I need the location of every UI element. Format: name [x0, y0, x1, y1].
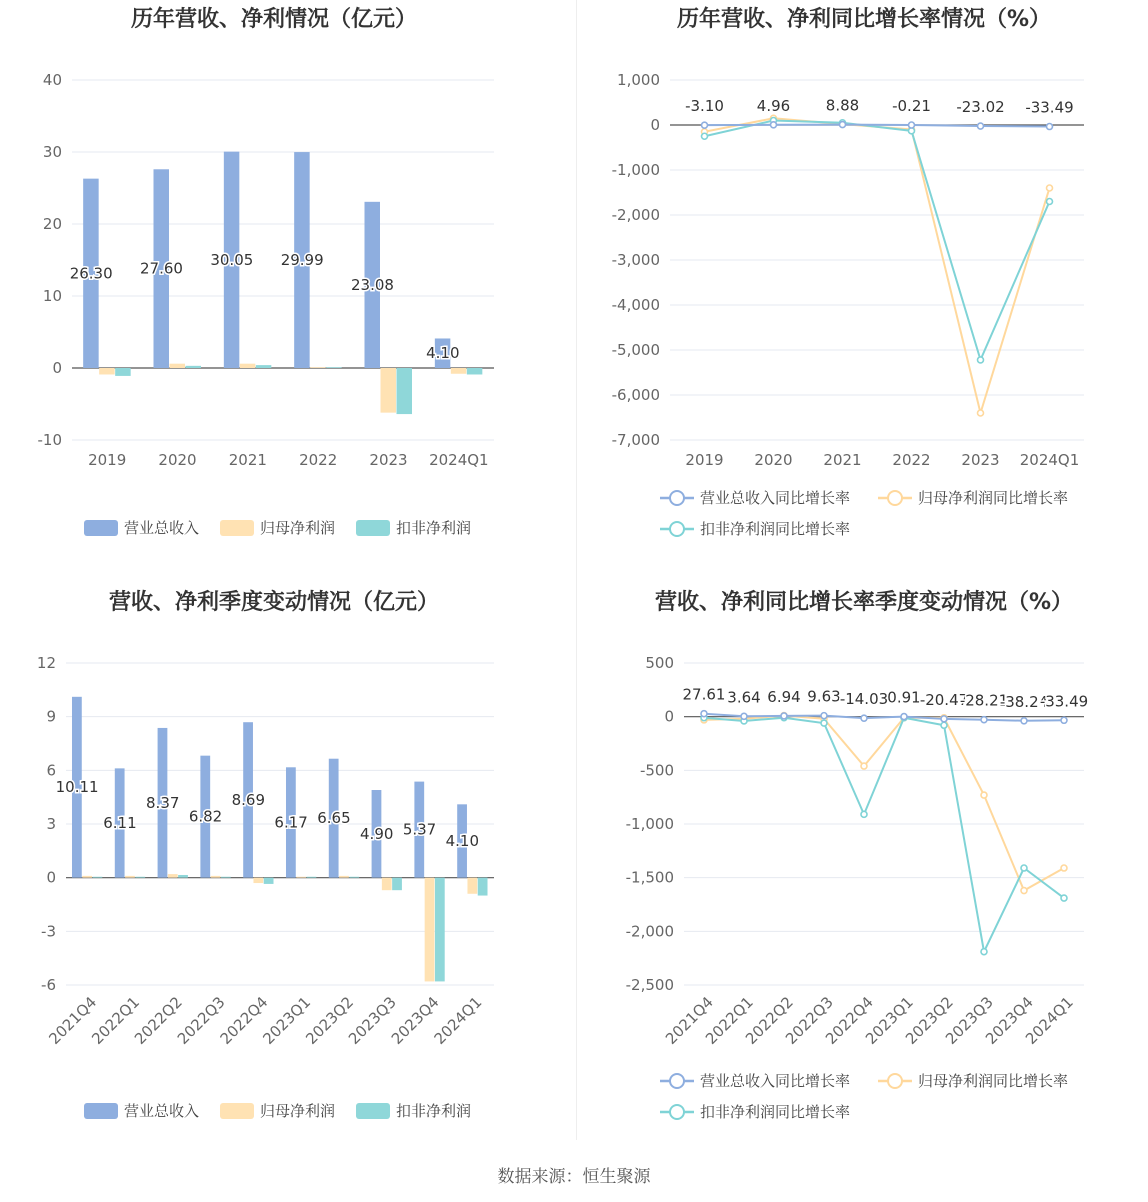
- legend-label-1: 营业总收入: [124, 519, 200, 537]
- bar-3: [478, 878, 488, 896]
- y-tick-label: -3: [41, 922, 56, 941]
- series-point-2: [1061, 865, 1067, 871]
- series-point-3: [702, 133, 708, 139]
- bar-2: [125, 876, 135, 878]
- series-point-1: [781, 713, 787, 719]
- bar-value-label: 26.30: [69, 264, 113, 283]
- line-value-label: 0.91: [887, 688, 921, 707]
- series-point-1: [741, 713, 747, 719]
- bar-value-label: 6.82: [188, 807, 223, 826]
- legend-swatch-3: [356, 520, 390, 536]
- bar-value-label: 4.10: [426, 344, 460, 363]
- series-point-2: [861, 763, 867, 769]
- series-point-1: [821, 713, 827, 719]
- x-tick-label: 2021Q4: [662, 993, 717, 1048]
- x-tick-label: 2022Q1: [702, 993, 757, 1048]
- series-point-3: [941, 722, 947, 728]
- series-point-1: [1047, 124, 1053, 130]
- line-value-label: 9.63: [807, 687, 841, 706]
- x-tick-label: 2019: [685, 451, 724, 469]
- series-line-3: [705, 121, 1050, 360]
- bar-3: [256, 365, 271, 368]
- y-tick-label: 12: [36, 654, 56, 672]
- line-value-label: 27.61: [682, 685, 726, 704]
- bar-value-label: 5.37: [402, 820, 437, 839]
- x-tick-label: 2023Q4: [982, 993, 1037, 1048]
- legend-swatch-1: [84, 520, 118, 536]
- y-tick-label: -1,500: [625, 868, 674, 887]
- series-point-1: [1021, 718, 1027, 724]
- series-point-1: [981, 717, 987, 723]
- legend-label-3: 扣非净利润同比增长率: [700, 1103, 851, 1121]
- bar-value-label: 6.65: [317, 809, 351, 828]
- x-tick-label: 2022Q1: [88, 993, 144, 1048]
- y-tick-label: -10: [37, 431, 62, 449]
- series-line-2: [704, 716, 1064, 891]
- y-tick-label: -500: [639, 761, 674, 780]
- x-tick-label: 2022Q3: [173, 993, 229, 1048]
- x-tick-label: 2024Q1: [429, 451, 489, 469]
- x-tick-label: 2021Q4: [45, 993, 101, 1048]
- y-tick-label: -4,000: [611, 296, 660, 314]
- line-value-label: -3.10: [685, 97, 724, 116]
- line-value-label: 3.64: [727, 688, 761, 707]
- bar-value-label: 4.10: [445, 831, 480, 850]
- series-point-3: [861, 811, 867, 817]
- bar-3: [115, 368, 130, 376]
- x-tick-label: 2023Q1: [862, 993, 917, 1048]
- series-point-1: [861, 715, 867, 721]
- bar-value-label: 8.37: [146, 793, 180, 812]
- bar-3: [349, 877, 359, 878]
- x-tick-label: 2023Q3: [942, 993, 997, 1048]
- y-tick-label: 30: [42, 143, 62, 161]
- panel-quarterly-growth-rate: [574, 583, 1148, 1166]
- bar-value-label: 8.69: [231, 790, 266, 809]
- series-point-2: [1047, 185, 1053, 191]
- bar-2: [253, 878, 263, 883]
- x-tick-label: 2024Q1: [430, 993, 486, 1048]
- x-tick-label: 2022: [299, 451, 338, 469]
- bar-2: [170, 364, 186, 368]
- line-value-label: -33.49: [1039, 692, 1089, 711]
- series-line-3: [704, 718, 1064, 952]
- chart-annual-growth-rate: [574, 0, 1148, 583]
- bar-2: [467, 878, 477, 894]
- legend-swatch-marker-2: [888, 491, 902, 505]
- x-tick-label: 2023Q2: [902, 993, 957, 1048]
- series-point-2: [981, 792, 987, 798]
- y-tick-label: 6: [46, 761, 56, 780]
- bar-value-label: 4.90: [360, 824, 394, 843]
- series-point-1: [771, 122, 777, 128]
- chart-title: 营收、净利季度变动情况（亿元）: [108, 590, 440, 615]
- x-tick-label: 2022Q4: [822, 993, 877, 1048]
- x-tick-label: 2020: [754, 451, 793, 469]
- x-tick-label: 2022Q2: [131, 993, 186, 1048]
- series-point-3: [1061, 895, 1067, 901]
- legend-swatch-marker-1: [670, 1074, 684, 1088]
- y-tick-label: 10: [42, 287, 62, 305]
- x-tick-label: 2023: [961, 451, 1000, 469]
- legend-swatch-3: [356, 1103, 390, 1119]
- x-tick-label: 2023Q1: [259, 993, 315, 1048]
- y-tick-label: -2,000: [611, 206, 660, 224]
- bar-3: [186, 366, 202, 368]
- bar-value-label: 10.11: [55, 778, 99, 797]
- bar-2: [82, 876, 92, 878]
- legend-label-3: 扣非净利润: [396, 519, 472, 537]
- bar-3: [397, 368, 413, 414]
- x-tick-label: 2020: [158, 451, 197, 469]
- series-point-3: [978, 357, 984, 363]
- series-point-1: [840, 122, 846, 128]
- series-line-2: [705, 118, 1050, 413]
- x-tick-label: 2023Q4: [387, 993, 443, 1048]
- bar-2: [99, 368, 115, 374]
- y-tick-label: -1,000: [611, 161, 660, 179]
- line-value-label: -38.24: [999, 692, 1049, 711]
- x-tick-label: 2022Q2: [742, 993, 797, 1048]
- chart-title: 营收、净利同比增长率季度变动情况（%）: [654, 590, 1074, 615]
- y-tick-label: 9: [46, 707, 56, 726]
- bar-3: [307, 877, 317, 878]
- bar-value-label: 30.05: [210, 250, 254, 269]
- bar-2: [168, 874, 178, 878]
- bar-value-label: 6.11: [103, 814, 137, 833]
- chart-quarterly-growth-rate: [574, 583, 1148, 1166]
- x-tick-label: 2023Q3: [345, 993, 400, 1048]
- x-tick-label: 2022: [892, 451, 931, 469]
- bar-2: [451, 368, 467, 374]
- bar-3: [221, 877, 231, 878]
- bar-3: [178, 875, 188, 878]
- bar-3: [93, 877, 103, 878]
- bar-2: [425, 878, 435, 982]
- legend-swatch-2: [220, 1103, 254, 1119]
- line-value-label: 8.88: [825, 96, 860, 115]
- bar-value-label: 27.60: [140, 259, 183, 278]
- x-tick-label: 2024Q1: [1022, 993, 1077, 1048]
- legend-label-1: 营业总收入同比增长率: [700, 489, 851, 507]
- panel-annual-revenue-profit: [0, 0, 574, 583]
- series-point-3: [1047, 199, 1053, 205]
- legend-swatch-2: [220, 520, 254, 536]
- y-tick-label: 3: [46, 815, 56, 833]
- legend-label-2: 归母净利润同比增长率: [918, 489, 1069, 507]
- x-tick-label: 2023: [369, 451, 408, 469]
- x-tick-label: 2021: [823, 451, 862, 469]
- bar-2: [382, 878, 392, 891]
- y-tick-label: 0: [650, 116, 660, 134]
- bar-2: [310, 367, 326, 368]
- series-point-1: [941, 716, 947, 722]
- series-point-1: [909, 122, 915, 128]
- y-tick-label: 1,000: [617, 71, 660, 89]
- legend-label-2: 归母净利润: [260, 519, 336, 537]
- series-point-1: [978, 123, 984, 129]
- series-point-3: [981, 949, 987, 955]
- chart-quarterly-revenue-profit: [0, 583, 574, 1166]
- line-value-label: -28.21: [959, 691, 1009, 710]
- bar-value-label: 23.08: [351, 275, 394, 294]
- legend-label-3: 扣非净利润同比增长率: [700, 520, 851, 538]
- y-tick-label: -5,000: [611, 341, 660, 359]
- panel-divider: [576, 0, 577, 1140]
- bar-3: [264, 878, 274, 884]
- line-value-label: -14.03: [839, 690, 889, 709]
- legend-label-3: 扣非净利润: [396, 1102, 472, 1120]
- bar-2: [339, 876, 349, 878]
- series-point-3: [821, 720, 827, 726]
- y-tick-label: 0: [46, 868, 56, 887]
- legend-label-2: 归母净利润同比增长率: [918, 1072, 1069, 1090]
- y-tick-label: 500: [645, 654, 674, 672]
- y-tick-label: -1,000: [625, 815, 674, 833]
- panel-quarterly-revenue-profit: [0, 583, 574, 1166]
- y-tick-label: -6: [41, 976, 56, 994]
- chart-title: 历年营收、净利情况（亿元）: [130, 7, 418, 32]
- legend-swatch-1: [84, 1103, 118, 1119]
- x-tick-label: 2019: [88, 451, 127, 469]
- bar-3: [392, 878, 402, 891]
- series-point-2: [1021, 888, 1027, 894]
- y-tick-label: -6,000: [611, 386, 660, 404]
- bar-value-label: 29.99: [280, 251, 324, 270]
- y-tick-label: 0: [52, 359, 62, 377]
- bar-3: [135, 877, 145, 878]
- y-tick-label: 0: [664, 707, 674, 726]
- chart-annual-revenue-profit: [0, 0, 574, 583]
- bar-2: [211, 876, 221, 878]
- line-value-label: 4.96: [756, 96, 791, 115]
- series-point-3: [1021, 865, 1027, 871]
- line-value-label: -33.49: [1025, 98, 1074, 117]
- y-tick-label: 40: [42, 71, 62, 89]
- line-value-label: -0.21: [892, 97, 931, 116]
- bar-2: [296, 877, 306, 878]
- data-source-note: 数据来源：恒生聚源: [497, 1167, 651, 1187]
- legend-swatch-marker-3: [670, 522, 684, 536]
- line-value-label: 6.94: [767, 687, 801, 706]
- bar-value-label: 6.17: [274, 813, 308, 832]
- line-value-label: -23.02: [956, 98, 1005, 117]
- y-tick-label: -2,000: [625, 922, 674, 941]
- series-point-1: [701, 711, 707, 717]
- bar-2: [240, 364, 256, 368]
- legend-swatch-marker-1: [670, 491, 684, 505]
- legend-label-2: 归母净利润: [260, 1102, 336, 1120]
- bar-3: [467, 368, 483, 374]
- legend-label-1: 营业总收入同比增长率: [700, 1072, 851, 1090]
- x-tick-label: 2022Q4: [216, 993, 272, 1048]
- y-tick-label: -7,000: [611, 431, 660, 449]
- bar-2: [381, 368, 397, 413]
- bar-3: [326, 367, 342, 368]
- chart-title: 历年营收、净利同比增长率情况（%）: [676, 7, 1052, 32]
- x-tick-label: 2021: [228, 451, 267, 469]
- panel-annual-growth-rate: [574, 0, 1148, 583]
- line-value-label: -20.47: [919, 690, 969, 709]
- x-tick-label: 2024Q1: [1019, 451, 1080, 469]
- legend-label-1: 营业总收入: [124, 1102, 200, 1120]
- x-tick-label: 2023Q2: [302, 993, 358, 1048]
- series-point-1: [1061, 717, 1067, 723]
- y-tick-label: 20: [42, 215, 62, 233]
- bar-3: [435, 878, 445, 982]
- y-tick-label: -3,000: [611, 251, 660, 269]
- series-point-1: [901, 714, 907, 720]
- series-point-1: [702, 122, 708, 128]
- legend-swatch-marker-2: [888, 1074, 902, 1088]
- series-point-2: [978, 410, 984, 416]
- x-tick-label: 2022Q3: [782, 993, 837, 1048]
- y-tick-label: -2,500: [625, 976, 674, 994]
- legend-swatch-marker-3: [670, 1105, 684, 1119]
